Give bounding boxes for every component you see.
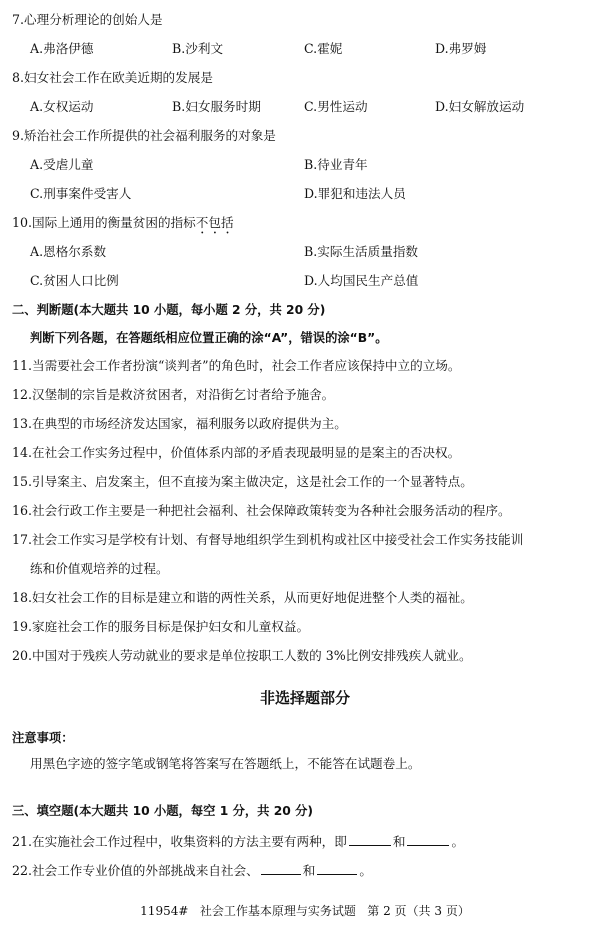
q9-option-c: C.刑事案件受害人 bbox=[30, 186, 132, 201]
q7-option-c: C.霍妮 bbox=[304, 41, 343, 56]
q9-option-a: A.受虐儿童 bbox=[30, 157, 94, 172]
q22-text-mid: 和 bbox=[302, 863, 316, 878]
judge-item-18: 18.妇女社会工作的目标是建立和谐的两性关系，从而更好地促进整个人类的福祉。 bbox=[12, 590, 473, 605]
page-footer: 11954# 社会工作基本原理与实务试题 第 2 页（共 3 页） bbox=[140, 904, 470, 918]
q9-option-d: D.罪犯和违法人员 bbox=[304, 186, 406, 201]
q7-option-b: B.沙利文 bbox=[172, 41, 224, 56]
q10-option-d: D.人均国民生产总值 bbox=[304, 273, 419, 288]
judge-item-11: 11.当需要社会工作者扮演“谈判者”的角色时，社会工作者应该保持中立的立场。 bbox=[12, 358, 461, 373]
judge-item-14: 14.在社会工作实务过程中，价值体系内部的矛盾表现最明显的是案主的否决权。 bbox=[12, 445, 461, 460]
judge-item-13: 13.在典型的市场经济发达国家，福利服务以政府提供为主。 bbox=[12, 416, 347, 431]
q22-text-pre: 22.社会工作专业价值的外部挑战来自社会、 bbox=[12, 863, 259, 878]
q10-stem-text: 10.国际上通用的衡量贫困的指标 bbox=[12, 215, 196, 230]
q9-option-b: B.待业青年 bbox=[304, 157, 368, 172]
q7-option-a: A.弗洛伊德 bbox=[30, 41, 94, 56]
nonchoice-title: 非选择题部分 bbox=[259, 689, 350, 707]
q22-blank-1 bbox=[261, 862, 301, 875]
judge-item-15: 15.引导案主、启发案主，但不直接为案主做决定，这是社会工作的一个显著特点。 bbox=[12, 474, 473, 489]
q10-emphasis: 不包括 bbox=[195, 215, 234, 230]
q22-text-post: 。 bbox=[359, 863, 372, 878]
q10-option-c: C.贫困人口比例 bbox=[30, 273, 119, 288]
q21-text-mid: 和 bbox=[392, 834, 406, 849]
judge-item-19: 19.家庭社会工作的服务目标是保护妇女和儿童权益。 bbox=[12, 619, 310, 634]
q21-blank-2 bbox=[407, 833, 449, 846]
part2-title: 二、判断题(本大题共 10 小题，每小题 2 分，共 20 分) bbox=[12, 303, 326, 317]
notice-title: 注意事项： bbox=[12, 731, 74, 745]
q22-blank-2 bbox=[317, 862, 357, 875]
notice-text: 用黑色字迹的签字笔或钢笔将答案写在答题纸上，不能答在试题卷上。 bbox=[30, 756, 421, 771]
q10-option-b: B.实际生活质量指数 bbox=[304, 244, 419, 259]
q8-option-b: B.妇女服务时期 bbox=[172, 99, 261, 114]
question-8-stem: 8.妇女社会工作在欧美近期的发展是 bbox=[12, 70, 213, 85]
judge-item-12: 12.汉堡制的宗旨是救济贫困者，对沿街乞讨者给予施舍。 bbox=[12, 387, 335, 402]
q8-option-d: D.妇女解放运动 bbox=[435, 99, 525, 114]
judge-item-17-cont: 练和价值观培养的过程。 bbox=[30, 561, 169, 576]
q21-text-pre: 21.在实施社会工作过程中，收集资料的方法主要有两种，即 bbox=[12, 834, 347, 849]
q21-blank-1 bbox=[349, 833, 391, 846]
judge-item-20: 20.中国对于残疾人劳动就业的要求是单位按职工人数的 3%比例安排残疾人就业。 bbox=[12, 648, 472, 663]
question-10-stem bbox=[12, 215, 234, 237]
q21-text-post: 。 bbox=[451, 834, 465, 849]
question-21 bbox=[12, 833, 464, 850]
q7-option-d: D.弗罗姆 bbox=[435, 41, 487, 56]
judge-item-16: 16.社会行政工作主要是一种把社会福利、社会保障政策转变为各种社会服务活动的程序。 bbox=[12, 503, 511, 518]
judge-item-17: 17.社会工作实习是学校有计划、有督导地组织学生到机构或社区中接受社会工作实务技能训 bbox=[12, 532, 524, 547]
question-7-stem: 7.心理分析理论的创始人是 bbox=[12, 12, 163, 27]
q10-option-a: A.恩格尔系数 bbox=[30, 244, 107, 259]
q8-option-a: A.女权运动 bbox=[30, 99, 94, 114]
question-9-stem: 9.矫治社会工作所提供的社会福利服务的对象是 bbox=[12, 128, 276, 143]
question-22 bbox=[12, 862, 372, 879]
part2-instruction: 判断下列各题，在答题纸相应位置正确的涂“A”，错误的涂“B”。 bbox=[30, 331, 388, 345]
part3-title: 三、填空题(本大题共 10 小题，每空 1 分，共 20 分) bbox=[12, 804, 314, 818]
q8-option-c: C.男性运动 bbox=[304, 99, 368, 114]
